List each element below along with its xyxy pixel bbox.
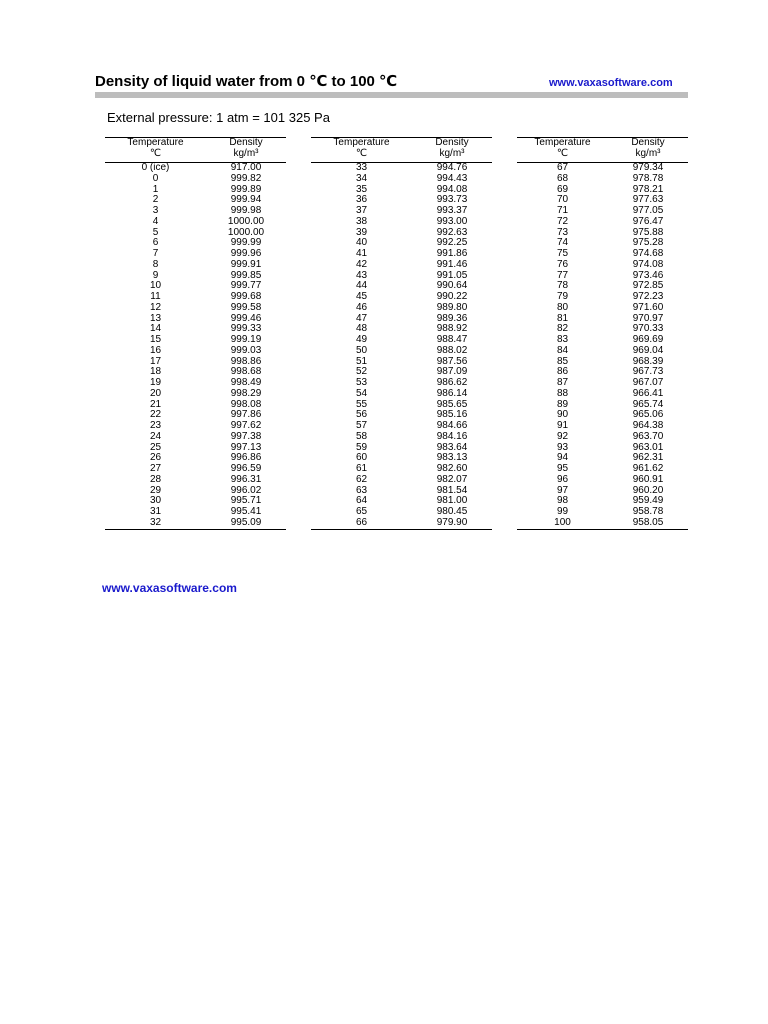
density-cell: 975.28	[632, 237, 664, 249]
density-header: Density kg/m³	[206, 138, 286, 163]
temperature-cell: 95	[556, 463, 569, 474]
temperature-cell: 2	[152, 194, 159, 206]
density-cell: 995.09	[206, 518, 286, 529]
density-cell: 995.71	[230, 495, 262, 507]
density-cell: 967.07	[632, 377, 664, 388]
temperature-cell: 60	[355, 452, 368, 464]
density-cell: 971.60	[632, 301, 664, 313]
density-cell: 980.45	[436, 506, 468, 517]
table-row	[311, 389, 492, 400]
temperature-cell: 40	[355, 237, 368, 249]
temperature-cell: 83	[556, 334, 569, 345]
temperature-cell: 97	[556, 484, 569, 496]
density-cell: 988.47	[436, 334, 468, 345]
density-cell: 993.00	[436, 215, 468, 227]
temperature-cell: 70	[556, 194, 569, 206]
table-row	[311, 346, 492, 357]
temperature-cell: 31	[149, 506, 162, 517]
density-cell: 999.46	[230, 312, 262, 324]
density-cell: 968.39	[632, 355, 664, 367]
header-website-link[interactable]: www.vaxasoftware.com	[549, 77, 673, 89]
temperature-cell: 49	[355, 334, 368, 345]
density-table-1	[105, 137, 286, 530]
density-cell: 990.64	[436, 280, 468, 292]
temperature-cell: 22	[149, 409, 162, 421]
temperature-cell: 68	[556, 172, 569, 184]
table-row	[105, 174, 286, 185]
temperature-cell: 71	[556, 205, 569, 216]
temperature-cell: 26	[149, 452, 162, 464]
density-cell: 997.62	[230, 420, 262, 431]
density-cell: 963.70	[632, 430, 664, 442]
density-cell: 974.08	[632, 258, 664, 270]
temperature-cell: 25	[149, 441, 162, 453]
table-row	[517, 389, 688, 400]
density-cell: 958.05	[608, 518, 688, 529]
density-cell: 989.36	[436, 312, 468, 324]
temperature-cell: 47	[355, 312, 368, 324]
table-row	[105, 217, 286, 228]
density-cell: 990.22	[436, 291, 468, 302]
density-cell: 981.00	[436, 495, 468, 507]
table-row	[517, 475, 688, 486]
density-cell: 996.86	[230, 452, 262, 464]
temperature-cell: 61	[355, 463, 368, 474]
temperature-cell: 29	[149, 484, 162, 496]
density-cell: 1000.00	[227, 215, 265, 227]
density-cell: 983.13	[436, 452, 468, 464]
density-cell: 970.33	[632, 323, 664, 335]
temperature-cell: 4	[152, 215, 159, 227]
table-row	[105, 260, 286, 271]
temperature-cell: 38	[355, 215, 368, 227]
density-cell: 986.62	[436, 377, 468, 388]
density-cell: 994.08	[436, 183, 468, 195]
temperature-cell: 89	[556, 398, 569, 410]
table-row	[105, 303, 286, 314]
temperature-cell: 21	[149, 398, 162, 410]
density-cell: 970.97	[632, 312, 664, 324]
temperature-cell: 36	[355, 194, 368, 206]
density-cell: 987.09	[436, 366, 468, 378]
density-cell: 997.13	[230, 441, 262, 453]
footer-website-link[interactable]: www.vaxasoftware.com	[102, 581, 237, 595]
external-pressure-note: External pressure: 1 atm = 101 325 Pa	[107, 110, 330, 125]
temperature-cell: 9	[152, 269, 159, 281]
temperature-cell: 41	[355, 248, 368, 259]
density-cell: 977.63	[632, 194, 664, 206]
temperature-header: Temperature ℃	[105, 138, 206, 163]
table-row	[517, 432, 688, 443]
temperature-cell: 12	[149, 301, 162, 313]
density-header: Density kg/m³	[412, 138, 492, 163]
table-row	[517, 174, 688, 185]
density-cell: 982.07	[436, 473, 468, 485]
temperature-cell: 88	[556, 387, 569, 399]
temperature-cell: 62	[355, 473, 368, 485]
table-row	[517, 303, 688, 314]
density-cell: 973.46	[632, 269, 664, 281]
density-cell: 977.05	[632, 205, 664, 216]
density-cell: 969.69	[632, 334, 664, 345]
temperature-cell: 10	[149, 280, 162, 292]
temperature-cell: 64	[355, 495, 368, 507]
temperature-cell: 87	[556, 377, 569, 388]
temperature-cell: 6	[152, 237, 159, 249]
temperature-cell: 43	[355, 269, 368, 281]
temperature-cell: 93	[556, 441, 569, 453]
density-cell: 992.63	[436, 226, 468, 238]
temperature-cell: 66	[311, 518, 412, 529]
temperature-cell: 58	[355, 430, 368, 442]
temperature-cell: 69	[556, 183, 569, 195]
temperature-cell: 34	[355, 172, 368, 184]
density-cell: 976.47	[632, 215, 664, 227]
density-cell: 964.38	[632, 420, 664, 431]
table-row	[311, 475, 492, 486]
density-cell: 985.65	[436, 398, 468, 410]
density-cell: 996.31	[230, 473, 262, 485]
temperature-cell: 33	[355, 162, 368, 173]
density-cell: 999.99	[230, 237, 262, 249]
table-row	[311, 518, 492, 529]
temperature-cell: 75	[556, 248, 569, 259]
density-cell: 959.49	[632, 495, 664, 507]
temperature-cell: 14	[149, 323, 162, 335]
density-cell: 999.94	[230, 194, 262, 206]
density-cell: 974.68	[632, 248, 664, 259]
temperature-cell: 94	[556, 452, 569, 464]
table-row	[517, 260, 688, 271]
density-cell: 984.16	[436, 430, 468, 442]
density-cell: 991.86	[436, 248, 468, 259]
temperature-cell: 16	[149, 344, 162, 356]
density-cell: 998.49	[230, 377, 262, 388]
temperature-cell: 37	[355, 205, 368, 216]
temperature-cell: 5	[152, 226, 159, 238]
temperature-cell: 80	[556, 301, 569, 313]
temperature-cell: 63	[355, 484, 368, 496]
temperature-cell: 50	[355, 344, 368, 356]
temperature-cell: 100	[517, 518, 608, 529]
density-cell: 998.29	[230, 387, 262, 399]
temperature-cell: 85	[556, 355, 569, 367]
temperature-cell: 35	[355, 183, 368, 195]
temperature-cell: 0 (ice)	[141, 162, 170, 173]
temperature-cell: 15	[149, 334, 162, 345]
temperature-cell: 78	[556, 280, 569, 292]
density-cell: 996.02	[230, 484, 262, 496]
table-row	[105, 518, 286, 529]
density-cell: 917.00	[230, 162, 262, 173]
density-cell: 982.60	[436, 463, 468, 474]
density-cell: 999.89	[230, 183, 262, 195]
temperature-cell: 11	[150, 291, 161, 302]
temperature-cell: 3	[152, 205, 159, 216]
table-row	[105, 432, 286, 443]
temperature-cell: 81	[556, 312, 569, 324]
temperature-cell: 99	[556, 506, 569, 517]
density-cell: 963.01	[632, 441, 664, 453]
density-cell: 987.56	[436, 355, 468, 367]
temperature-cell: 91	[556, 420, 569, 431]
temperature-cell: 18	[149, 366, 162, 378]
temperature-cell: 72	[556, 215, 569, 227]
temperature-cell: 54	[355, 387, 368, 399]
temperature-cell: 19	[149, 377, 162, 388]
density-cell: 984.66	[436, 420, 468, 431]
temperature-cell: 67	[556, 162, 569, 173]
temperature-cell: 86	[556, 366, 569, 378]
temperature-cell: 46	[355, 301, 368, 313]
density-cell: 986.14	[436, 387, 468, 399]
density-cell: 993.73	[436, 194, 468, 206]
density-cell: 972.23	[632, 291, 664, 302]
density-cell: 997.86	[230, 409, 262, 421]
temperature-cell: 48	[355, 323, 368, 335]
density-cell: 999.19	[230, 334, 262, 345]
density-cell: 989.80	[436, 301, 468, 313]
temperature-cell: 23	[149, 420, 162, 431]
temperature-cell: 0	[152, 172, 159, 184]
temperature-cell: 42	[355, 258, 368, 270]
density-cell: 999.91	[230, 258, 262, 270]
table-row	[311, 303, 492, 314]
density-cell: 962.31	[632, 452, 664, 464]
density-cell: 985.16	[436, 409, 468, 421]
temperature-cell: 39	[355, 226, 368, 238]
temperature-cell: 96	[556, 473, 569, 485]
density-cell: 991.05	[436, 269, 468, 281]
density-cell: 999.96	[230, 248, 262, 259]
temperature-cell: 74	[556, 237, 569, 249]
density-table-3	[517, 137, 688, 530]
density-cell: 999.68	[230, 291, 262, 302]
temperature-cell: 32	[105, 518, 206, 529]
table-row	[311, 260, 492, 271]
table-row	[517, 518, 688, 529]
density-cell: 981.54	[436, 484, 468, 496]
density-cell: 992.25	[436, 237, 468, 249]
table-row	[311, 217, 492, 228]
density-cell: 999.85	[230, 269, 262, 281]
density-cell: 988.02	[436, 344, 468, 356]
density-cell: 960.91	[632, 473, 664, 485]
density-cell: 998.68	[230, 366, 262, 378]
page-title: Density of liquid water from 0 ℃ to 100 ℃	[95, 73, 398, 90]
density-cell: 978.78	[632, 172, 664, 184]
table-row	[311, 174, 492, 185]
density-cell: 961.62	[632, 463, 664, 474]
temperature-cell: 59	[355, 441, 368, 453]
temperature-cell: 51	[355, 355, 368, 367]
density-cell: 967.73	[632, 366, 664, 378]
density-cell: 998.86	[230, 355, 262, 367]
density-cell: 993.37	[436, 205, 468, 216]
temperature-header: Temperature ℃	[311, 138, 412, 163]
temperature-cell: 84	[556, 344, 569, 356]
temperature-cell: 13	[149, 312, 162, 324]
table-row	[517, 346, 688, 357]
density-cell: 975.88	[632, 226, 664, 238]
temperature-cell: 24	[149, 430, 162, 442]
density-cell: 999.58	[230, 301, 262, 313]
temperature-cell: 57	[355, 420, 368, 431]
temperature-header: Temperature ℃	[517, 138, 608, 163]
temperature-cell: 77	[556, 269, 569, 281]
density-cell: 999.33	[230, 323, 262, 335]
temperature-cell: 52	[355, 366, 368, 378]
temperature-cell: 8	[152, 258, 159, 270]
temperature-cell: 30	[149, 495, 162, 507]
density-cell: 994.76	[436, 162, 468, 173]
temperature-cell: 53	[355, 377, 368, 388]
density-cell: 995.41	[230, 506, 262, 517]
table-row	[105, 475, 286, 486]
temperature-cell: 79	[556, 291, 569, 302]
temperature-cell: 7	[152, 248, 159, 259]
title-underline-bar	[95, 92, 688, 98]
density-cell: 997.38	[230, 430, 262, 442]
temperature-cell: 20	[149, 387, 162, 399]
density-cell: 999.77	[230, 280, 262, 292]
table-row	[311, 432, 492, 443]
density-header: Density kg/m³	[608, 138, 688, 163]
density-cell: 998.08	[230, 398, 262, 410]
temperature-cell: 90	[556, 409, 569, 421]
temperature-cell: 1	[152, 183, 159, 195]
temperature-cell: 56	[355, 409, 368, 421]
density-cell: 999.98	[230, 205, 262, 216]
density-cell: 983.64	[436, 441, 468, 453]
density-table-2	[311, 137, 492, 530]
density-cell: 958.78	[632, 506, 664, 517]
density-cell: 988.92	[436, 323, 468, 335]
density-cell: 972.85	[632, 280, 664, 292]
density-cell: 1000.00	[227, 226, 265, 238]
temperature-cell: 82	[556, 323, 569, 335]
temperature-cell: 76	[556, 258, 569, 270]
density-cell: 994.43	[436, 172, 468, 184]
density-cell: 991.46	[436, 258, 468, 270]
density-cell: 966.41	[632, 387, 664, 399]
temperature-cell: 27	[149, 463, 162, 474]
table-row	[105, 389, 286, 400]
temperature-cell: 73	[556, 226, 569, 238]
table-row	[105, 346, 286, 357]
density-cell: 978.21	[632, 183, 664, 195]
temperature-cell: 92	[556, 430, 569, 442]
density-cell: 999.03	[230, 344, 262, 356]
density-cell: 979.90	[412, 518, 492, 529]
density-cell: 999.82	[230, 172, 262, 184]
density-cell: 965.74	[632, 398, 664, 410]
table-row	[517, 217, 688, 228]
density-cell: 965.06	[632, 409, 664, 421]
density-cell: 996.59	[230, 463, 262, 474]
temperature-cell: 17	[149, 355, 162, 367]
density-cell: 969.04	[632, 344, 664, 356]
temperature-cell: 28	[149, 473, 162, 485]
temperature-cell: 65	[355, 506, 368, 517]
temperature-cell: 44	[355, 280, 368, 292]
temperature-cell: 45	[355, 291, 368, 302]
temperature-cell: 98	[556, 495, 569, 507]
density-cell: 960.20	[632, 484, 664, 496]
density-cell: 979.34	[632, 162, 664, 173]
temperature-cell: 55	[355, 398, 368, 410]
